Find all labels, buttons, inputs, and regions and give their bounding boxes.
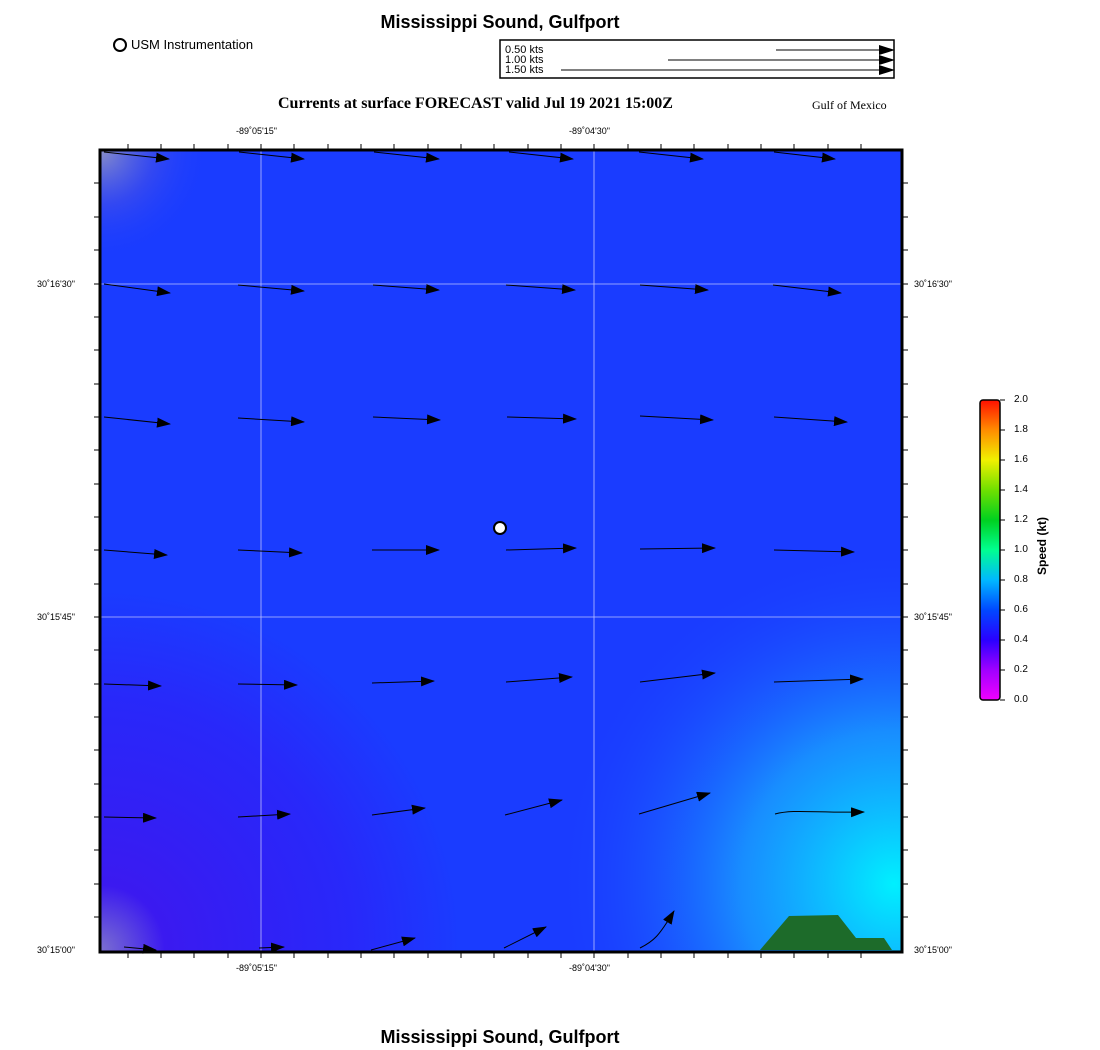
usm-station-marker[interactable]	[494, 522, 506, 534]
lon-tick-bottom-1: -89˚04'30"	[569, 963, 610, 973]
lon-tick-top-1: -89˚04'30"	[569, 126, 610, 136]
footer-title: Mississippi Sound, Gulfport	[380, 1027, 620, 1047]
colorbar-tick: 0.6	[1014, 604, 1028, 615]
colorbar-tick: 1.4	[1014, 484, 1028, 495]
scale-label-0: 0.50 kts	[505, 44, 544, 56]
colorbar-tick: 0.2	[1014, 664, 1028, 675]
lat-tick-right-0: 30˚16'30"	[914, 279, 952, 289]
colorbar-title: Speed (kt)	[1035, 516, 1049, 575]
station-legend	[113, 37, 253, 52]
colorbar-tick: 1.6	[1014, 454, 1028, 465]
station-legend-label: USM Instrumentation	[131, 37, 254, 52]
lat-tick-right-2: 30˚15'00"	[914, 945, 952, 955]
lat-tick-left-0: 30˚16'30"	[37, 279, 75, 289]
scale-label-2: 1.50 kts	[505, 64, 544, 76]
lon-tick-top-0: -89˚05'15"	[236, 126, 277, 136]
region-label: Gulf of Mexico	[812, 98, 887, 112]
colorbar-tick: 0.8	[1014, 574, 1028, 585]
colorbar-tick: 2.0	[1014, 394, 1028, 405]
colorbar-tick: 1.2	[1014, 514, 1028, 525]
high-speed-shading	[100, 150, 902, 952]
lat-tick-left-2: 30˚15'00"	[37, 945, 75, 955]
colorbar-tick: 1.8	[1014, 424, 1028, 435]
lon-tick-bottom-0: -89˚05'15"	[236, 963, 277, 973]
colorbar-tick: 0.0	[1014, 694, 1028, 705]
colorbar-tick: 0.4	[1014, 634, 1028, 645]
map-title: Mississippi Sound, Gulfport	[380, 12, 620, 32]
lat-tick-left-1: 30˚15'45"	[37, 612, 75, 622]
forecast-subtitle: Currents at surface FORECAST valid Jul 19 2021 15:00Z	[278, 95, 673, 112]
speed-colorbar	[976, 396, 1006, 706]
vector-scale-legend	[499, 39, 897, 81]
colorbar-tick: 1.0	[1014, 544, 1028, 555]
scale-label-1: 1.00 kts	[505, 54, 544, 66]
station-marker-icon	[113, 38, 127, 52]
current-map	[94, 144, 908, 958]
lat-tick-right-1: 30˚15'45"	[914, 612, 952, 622]
